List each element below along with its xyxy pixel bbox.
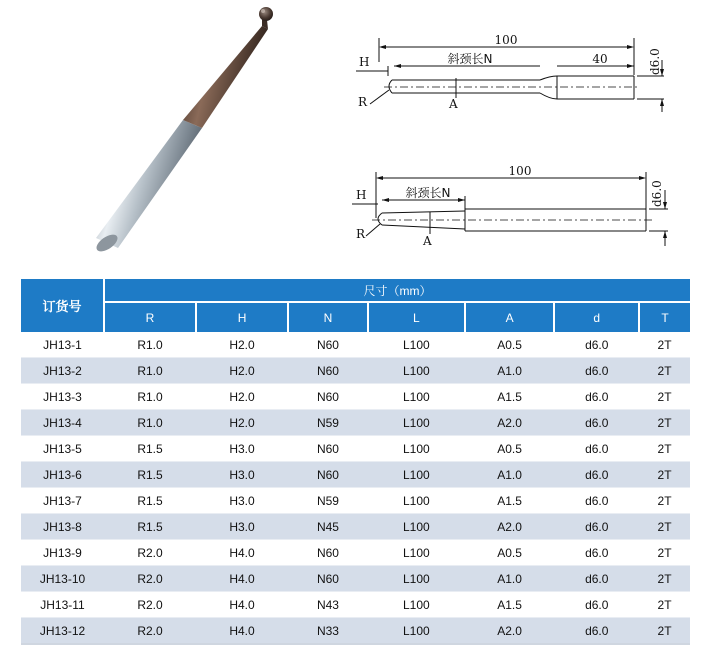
l-cell: L100 bbox=[368, 384, 465, 410]
r-cell: R1.5 bbox=[104, 514, 196, 540]
r-cell: R1.5 bbox=[104, 436, 196, 462]
table-row bbox=[21, 566, 690, 592]
d-cell: d6.0 bbox=[554, 488, 639, 514]
column-header-t: T bbox=[639, 302, 690, 332]
drawing-bottom-r-label: R bbox=[356, 227, 366, 241]
column-header-d: d bbox=[554, 302, 639, 332]
order-number-cell: JH13-4 bbox=[21, 410, 104, 436]
h-cell: H4.0 bbox=[196, 592, 288, 618]
l-cell: L100 bbox=[368, 566, 465, 592]
d-cell: d6.0 bbox=[554, 592, 639, 618]
a-cell: A1.5 bbox=[465, 488, 555, 514]
a-cell: A1.0 bbox=[465, 566, 555, 592]
table-row bbox=[21, 462, 690, 488]
drawing-bottom-h-label: H bbox=[356, 188, 367, 202]
r-cell: R2.0 bbox=[104, 540, 196, 566]
table-row bbox=[21, 410, 690, 436]
drawing-top-shank-length: 40 bbox=[592, 52, 608, 66]
d-cell: d6.0 bbox=[554, 540, 639, 566]
a-cell: A0.5 bbox=[465, 332, 555, 358]
t-cell: 2T bbox=[639, 566, 690, 592]
order-number-cell: JH13-10 bbox=[21, 566, 104, 592]
h-cell: H2.0 bbox=[196, 384, 288, 410]
l-cell: L100 bbox=[368, 488, 465, 514]
drawing-top-h-label: H bbox=[359, 55, 370, 69]
h-cell: H4.0 bbox=[196, 566, 288, 592]
l-cell: L100 bbox=[368, 358, 465, 384]
r-cell: R1.0 bbox=[104, 410, 196, 436]
order-number-cell: JH13-12 bbox=[21, 618, 104, 645]
h-cell: H2.0 bbox=[196, 358, 288, 384]
drawing-bottom-a-label: A bbox=[423, 234, 432, 248]
d-cell: d6.0 bbox=[554, 436, 639, 462]
r-cell: R1.0 bbox=[104, 358, 196, 384]
d-cell: d6.0 bbox=[554, 332, 639, 358]
dimensions-header: 尺寸（mm） bbox=[104, 279, 690, 302]
h-cell: H2.0 bbox=[196, 332, 288, 358]
t-cell: 2T bbox=[639, 514, 690, 540]
t-cell: 2T bbox=[639, 332, 690, 358]
n-cell: N60 bbox=[288, 436, 368, 462]
drawing-bottom-neck-label: 斜颈长N bbox=[405, 186, 451, 200]
n-cell: N60 bbox=[288, 358, 368, 384]
column-header-r: R bbox=[104, 302, 196, 332]
drawing-top-length: 100 bbox=[494, 33, 518, 47]
spec-table bbox=[21, 279, 690, 645]
column-header-h: H bbox=[196, 302, 288, 332]
h-cell: H4.0 bbox=[196, 540, 288, 566]
a-cell: A2.0 bbox=[465, 410, 555, 436]
drawing-bottom-diameter: d6.0 bbox=[650, 180, 664, 207]
t-cell: 2T bbox=[639, 618, 690, 645]
t-cell: 2T bbox=[639, 384, 690, 410]
spec-table-body bbox=[21, 332, 690, 644]
r-cell: R1.0 bbox=[104, 384, 196, 410]
r-cell: R2.0 bbox=[104, 592, 196, 618]
r-cell: R1.0 bbox=[104, 332, 196, 358]
t-cell: 2T bbox=[639, 410, 690, 436]
table-row bbox=[21, 488, 690, 514]
r-cell: R1.5 bbox=[104, 462, 196, 488]
h-cell: H3.0 bbox=[196, 514, 288, 540]
t-cell: 2T bbox=[639, 462, 690, 488]
drawing-bottom-length: 100 bbox=[508, 164, 532, 178]
n-cell: N60 bbox=[288, 462, 368, 488]
l-cell: L100 bbox=[368, 618, 465, 645]
dimension-drawing-bottom bbox=[0, 0, 707, 275]
h-cell: H4.0 bbox=[196, 618, 288, 645]
table-row bbox=[21, 618, 690, 645]
t-cell: 2T bbox=[639, 592, 690, 618]
order-number-cell: JH13-5 bbox=[21, 436, 104, 462]
n-cell: N45 bbox=[288, 514, 368, 540]
table-row bbox=[21, 384, 690, 410]
t-cell: 2T bbox=[639, 436, 690, 462]
table-row bbox=[21, 358, 690, 384]
t-cell: 2T bbox=[639, 540, 690, 566]
drawing-top-r-label: R bbox=[358, 95, 368, 109]
n-cell: N60 bbox=[288, 566, 368, 592]
r-cell: R2.0 bbox=[104, 618, 196, 645]
a-cell: A2.0 bbox=[465, 514, 555, 540]
n-cell: N60 bbox=[288, 332, 368, 358]
a-cell: A1.0 bbox=[465, 462, 555, 488]
n-cell: N43 bbox=[288, 592, 368, 618]
drawing-top-neck-label: 斜颈长N bbox=[447, 52, 493, 66]
d-cell: d6.0 bbox=[554, 462, 639, 488]
l-cell: L100 bbox=[368, 540, 465, 566]
a-cell: A0.5 bbox=[465, 436, 555, 462]
d-cell: d6.0 bbox=[554, 514, 639, 540]
t-cell: 2T bbox=[639, 358, 690, 384]
h-cell: H3.0 bbox=[196, 462, 288, 488]
table-row bbox=[21, 592, 690, 618]
column-header-l: L bbox=[368, 302, 465, 332]
n-cell: N59 bbox=[288, 410, 368, 436]
drawing-top-diameter: d6.0 bbox=[648, 48, 662, 75]
n-cell: N33 bbox=[288, 618, 368, 645]
l-cell: L100 bbox=[368, 592, 465, 618]
a-cell: A2.0 bbox=[465, 618, 555, 645]
h-cell: H3.0 bbox=[196, 436, 288, 462]
order-number-header: 订货号 bbox=[21, 279, 104, 332]
table-row bbox=[21, 514, 690, 540]
a-cell: A1.0 bbox=[465, 358, 555, 384]
table-row bbox=[21, 540, 690, 566]
table-row bbox=[21, 332, 690, 358]
l-cell: L100 bbox=[368, 410, 465, 436]
order-number-cell: JH13-1 bbox=[21, 332, 104, 358]
l-cell: L100 bbox=[368, 436, 465, 462]
order-number-cell: JH13-7 bbox=[21, 488, 104, 514]
n-cell: N60 bbox=[288, 540, 368, 566]
column-header-a: A bbox=[465, 302, 555, 332]
product-figure-area bbox=[0, 0, 707, 275]
order-number-cell: JH13-11 bbox=[21, 592, 104, 618]
d-cell: d6.0 bbox=[554, 566, 639, 592]
r-cell: R2.0 bbox=[104, 566, 196, 592]
d-cell: d6.0 bbox=[554, 384, 639, 410]
n-cell: N59 bbox=[288, 488, 368, 514]
column-header-n: N bbox=[288, 302, 368, 332]
d-cell: d6.0 bbox=[554, 618, 639, 645]
l-cell: L100 bbox=[368, 462, 465, 488]
order-number-cell: JH13-2 bbox=[21, 358, 104, 384]
r-cell: R1.5 bbox=[104, 488, 196, 514]
l-cell: L100 bbox=[368, 514, 465, 540]
a-cell: A1.5 bbox=[465, 592, 555, 618]
order-number-cell: JH13-9 bbox=[21, 540, 104, 566]
order-number-cell: JH13-3 bbox=[21, 384, 104, 410]
n-cell: N60 bbox=[288, 384, 368, 410]
a-cell: A0.5 bbox=[465, 540, 555, 566]
d-cell: d6.0 bbox=[554, 358, 639, 384]
l-cell: L100 bbox=[368, 332, 465, 358]
table-row bbox=[21, 436, 690, 462]
t-cell: 2T bbox=[639, 488, 690, 514]
a-cell: A1.5 bbox=[465, 384, 555, 410]
d-cell: d6.0 bbox=[554, 410, 639, 436]
order-number-cell: JH13-6 bbox=[21, 462, 104, 488]
h-cell: H2.0 bbox=[196, 410, 288, 436]
order-number-cell: JH13-8 bbox=[21, 514, 104, 540]
drawing-top-a-label: A bbox=[449, 97, 458, 111]
h-cell: H3.0 bbox=[196, 488, 288, 514]
